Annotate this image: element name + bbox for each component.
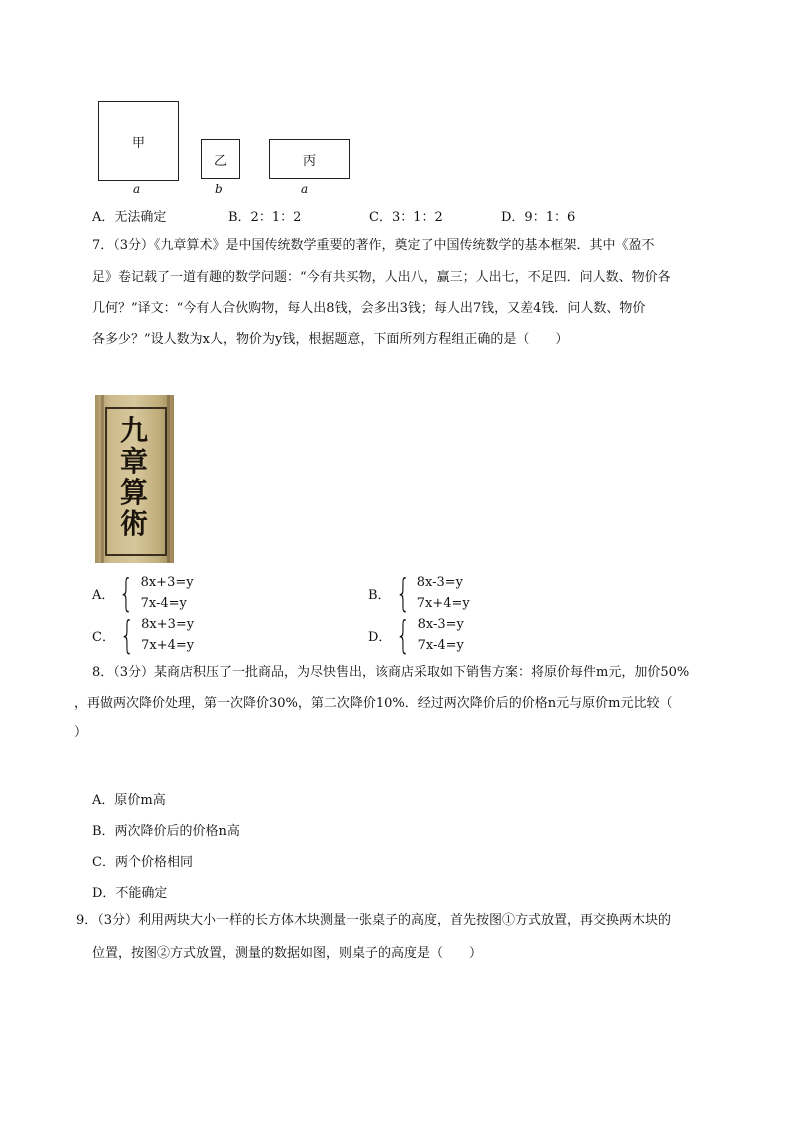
- q8-line-2: ，再做两次降价处理，第一次降价30%，第二次降价10%．经过两次降价后的价格n元与原价m元比较（: [74, 696, 673, 711]
- q6-option-a: A．无法确定: [92, 210, 167, 225]
- brace-icon: {: [119, 571, 134, 615]
- q7-option-b-eq1: 8x-3=y: [416, 575, 464, 590]
- q7-line-4: 各多少？”设人数为x人，物价为y钱，根据题意，下面所列方程组正确的是（ ）: [92, 332, 569, 347]
- q6-option-b: B．2：1：2: [228, 210, 302, 225]
- label-b-yi: b: [215, 182, 223, 196]
- q9-line-2: 位置，按图②方式放置，测量的数据如图，则桌子的高度是（ ）: [92, 946, 483, 961]
- q8-option-b: B．两次降价后的价格n高: [92, 824, 240, 839]
- box-yi: [201, 139, 240, 179]
- q7-line-1: 7．（3分）《九章算术》是中国传统数学重要的著作，奠定了中国传统数学的基本框架．其中《盈不: [92, 238, 655, 253]
- q8-option-d: D．不能确定: [92, 886, 168, 901]
- book-title-char-4: 術: [119, 507, 148, 540]
- q7-option-b-label: B．: [368, 587, 391, 603]
- q7-option-d-label: D．: [368, 629, 392, 645]
- q7-option-a-eq2: 7x-4=y: [140, 596, 187, 611]
- book-title: [113, 415, 155, 539]
- q7-option-a: [92, 572, 194, 614]
- q7-option-a-eq1: 8x+3=y: [140, 575, 194, 590]
- jiuzhang-book-image: [95, 395, 174, 563]
- q7-option-d-eq2: 7x-4=y: [417, 638, 464, 653]
- q8-option-a: A．原价m高: [92, 793, 166, 808]
- q7-option-c-eq1: 8x+3=y: [141, 617, 195, 632]
- q7-line-2: 足》卷记载了一道有趣的数学问题：“今有共买物，人出八，赢三；人出七，不足四．问人数、物价各: [92, 270, 671, 285]
- label-a-jia: a: [133, 182, 141, 196]
- q7-option-d: [368, 614, 464, 656]
- q7-option-c-label: C．: [92, 629, 115, 645]
- q7-option-b: [368, 572, 470, 614]
- box-bing-label: 丙: [302, 153, 316, 169]
- q7-line-3: 几何？”译文：“今有人合伙购物，每人出8钱，会多出3钱；每人出7钱，又差4钱．问人数、物价: [92, 301, 646, 316]
- book-title-char-2: 章: [119, 445, 148, 478]
- label-a-bing: a: [301, 182, 309, 196]
- q7-option-b-eq2: 7x+4=y: [416, 596, 470, 611]
- q6-option-c: C．3：1：2: [369, 210, 443, 225]
- book-title-char-3: 算: [119, 476, 148, 509]
- box-jia-label: 甲: [131, 135, 145, 151]
- q8-line-1: 8．（3分）某商店积压了一批商品，为尽快售出，该商店采取如下销售方案：将原价每件m元，加价50%: [92, 665, 690, 680]
- q7-option-d-eq1: 8x-3=y: [417, 617, 464, 632]
- q9-line-1: 9．（3分）利用两块大小一样的长方体木块测量一张桌子的高度，首先按图①方式放置，再交换两木块的: [76, 913, 672, 928]
- q7-option-c-eq2: 7x+4=y: [141, 638, 195, 653]
- brace-icon: {: [395, 571, 410, 615]
- q7-option-c: [92, 614, 194, 656]
- brace-icon: {: [119, 613, 135, 657]
- box-yi-label: 乙: [213, 153, 227, 169]
- box-bing: [269, 139, 350, 179]
- book-title-char-1: 九: [119, 414, 148, 447]
- q8-line-3: ）: [74, 725, 88, 740]
- q8-option-c: C．两个价格相同: [92, 855, 193, 870]
- q7-option-a-label: A．: [92, 587, 115, 603]
- q6-option-d: D．9：1：6: [501, 210, 576, 225]
- brace-icon: {: [396, 613, 411, 657]
- box-jia: [98, 101, 179, 181]
